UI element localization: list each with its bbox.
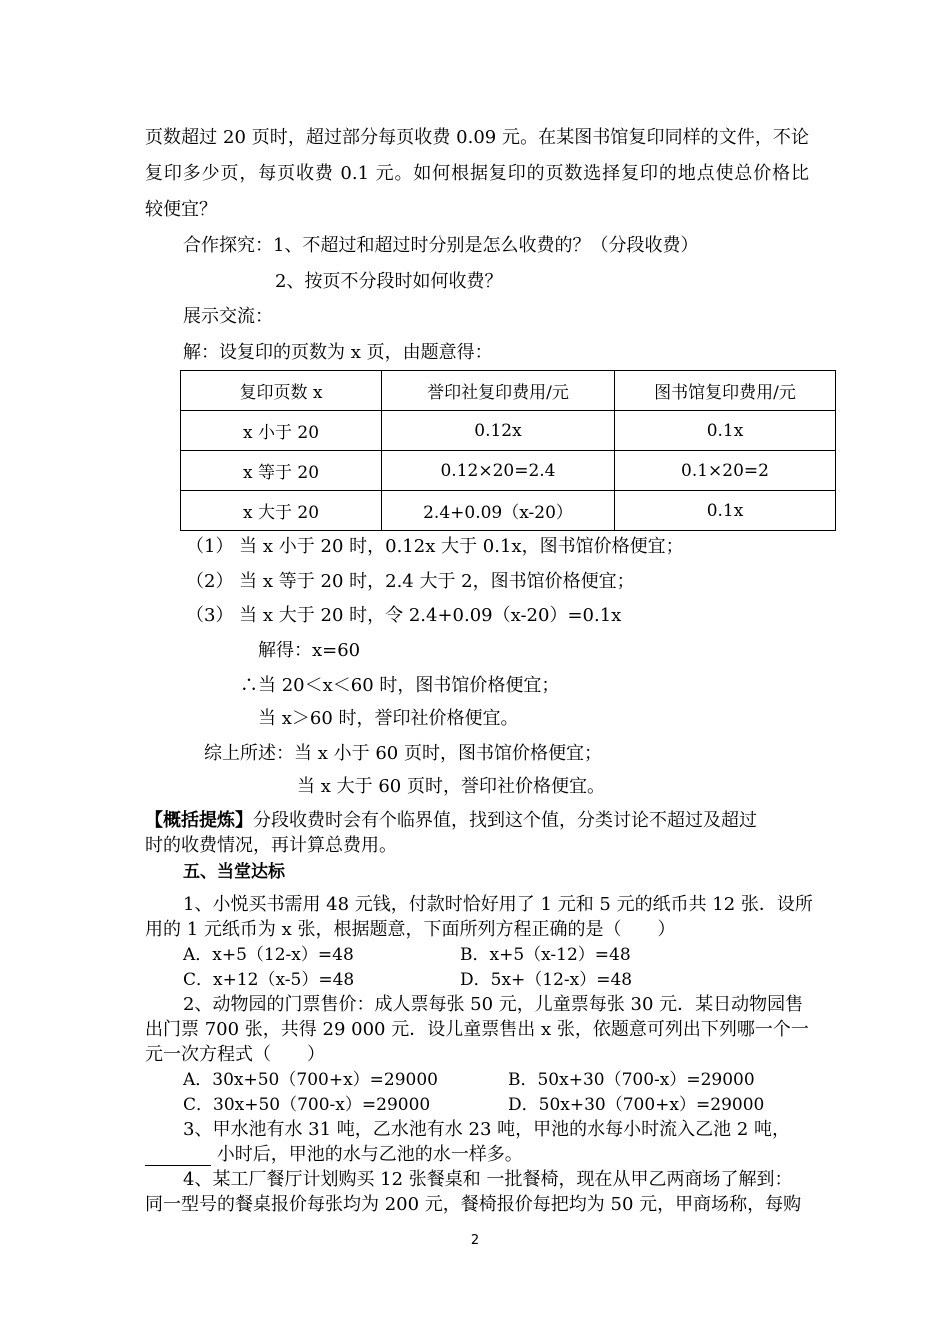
q4-line-1: 4、某工厂餐厅计划购买 12 张餐桌和 一批餐椅，现在从甲乙两商场了解到： [183, 1169, 793, 1190]
intro-line-1: 页数超过 20 页时，超过部分每页收费 0.09 元。在某图书馆复印同样的文件，不论 [145, 127, 809, 148]
q1-line-1: 1、小悦买书需用 48 元钱，付款时恰好用了 1 元和 5 元的纸币共 12 张．设所 [183, 894, 813, 915]
table-header-cell: 图书馆复印费用/元 [615, 371, 836, 411]
table-header-cell: 誉印社复印费用/元 [382, 371, 615, 411]
q1-option-b: B．x+5（x-12）=48 [460, 945, 631, 965]
therefore-line-2: 当 x＞60 时，誉印社价格便宜。 [258, 708, 519, 729]
table-cell: 0.1x [615, 491, 836, 531]
summary-line-1 [145, 810, 809, 832]
case-2: （2） 当 x 等于 20 时，2.4 大于 2，图书馆价格便宜； [186, 571, 635, 592]
q2-option-b: B．50x+30（700-x）=29000 [508, 1070, 755, 1090]
explore-question-1: 合作探究：1、不超过和超过时分别是怎么收费的？（分段收费） [183, 235, 699, 256]
conclusion-line-1: 综上所述：当 x 小于 60 页时，图书馆价格便宜； [204, 743, 602, 764]
intro-line-2: 复印多少页，每页收费 0.1 元。如何根据复印的页数选择复印的地点使总价格比 [145, 163, 809, 184]
table-cell: 0.12x [382, 411, 615, 451]
q2-option-a: A．30x+50（700+x）=29000 [183, 1070, 438, 1090]
fee-table [180, 370, 836, 531]
table-cell: 2.4+0.09（x-20） [382, 491, 615, 531]
q1-line-2: 用的 1 元纸币为 x 张，根据题意，下面所列方程正确的是（ ） [145, 919, 676, 940]
q2-option-c: C．30x+50（700-x）=29000 [183, 1095, 431, 1115]
intro-line-3: 较便宜？ [145, 199, 217, 220]
table-row [181, 491, 836, 531]
table-header-row [181, 371, 836, 411]
table-cell: x 等于 20 [181, 451, 382, 491]
conclusion-line-2: 当 x 大于 60 页时，誉印社价格便宜。 [297, 776, 605, 797]
answer-blank[interactable] [145, 1147, 211, 1166]
therefore-line-1: ∴当 20＜x＜60 时，图书馆价格便宜； [240, 675, 560, 696]
q3-line-2-wrap [145, 1144, 523, 1166]
table-row [181, 411, 836, 451]
q2-line-2: 出门票 700 张，共得 29 000 元．设儿童票售出 x 张，依题意可列出下列哪一个一 [145, 1019, 809, 1040]
summary-line-2: 时的收费情况，再计算总费用。 [145, 835, 397, 856]
table-cell: 0.12×20=2.4 [382, 451, 615, 491]
table-cell: x 大于 20 [181, 491, 382, 531]
case-3: （3） 当 x 大于 20 时，令 2.4+0.09（x-20）=0.1x [186, 605, 622, 626]
solve-result: 解得：x=60 [258, 640, 361, 661]
table-header-cell: 复印页数 x [181, 371, 382, 411]
solve-intro: 解：设复印的页数为 x 页，由题意得： [183, 342, 493, 363]
table-cell: 0.1x [615, 411, 836, 451]
page-number: 2 [470, 1233, 480, 1248]
summary-text-1: 分段收费时会有个临界值，找到这个值，分类讨论不超过及超过 [253, 810, 757, 831]
summary-tag: 【概括提炼】 [145, 810, 253, 831]
q2-option-d: D．50x+30（700+x）=29000 [508, 1095, 765, 1115]
table-cell: x 小于 20 [181, 411, 382, 451]
q1-option-a: A．x+5（12-x）=48 [183, 945, 354, 965]
q4-line-2: 同一型号的餐桌报价每张均为 200 元，餐椅报价每把均为 50 元，甲商场称，每购 [145, 1194, 802, 1215]
section-title: 五、当堂达标 [183, 862, 285, 882]
q2-line-1: 2、动物园的门票售价：成人票每张 50 元，儿童票每张 30 元．某日动物园售 [183, 994, 804, 1015]
q3-line-2: 小时后，甲池的水与乙池的水一样多。 [216, 1144, 523, 1165]
q1-option-d: D．5x+（12-x）=48 [460, 970, 633, 990]
show-heading: 展示交流： [183, 306, 273, 327]
table-row [181, 451, 836, 491]
case-1: （1） 当 x 小于 20 时，0.12x 大于 0.1x，图书馆价格便宜； [186, 536, 684, 557]
q1-option-c: C．x+12（x-5）=48 [183, 970, 355, 990]
table-cell: 0.1×20=2 [615, 451, 836, 491]
q3-line-1: 3、甲水池有水 31 吨，乙水池有水 23 吨，甲池的水每小时流入乙池 2 吨， [183, 1119, 791, 1140]
q2-line-3: 元一次方程式（ ） [145, 1044, 325, 1065]
explore-question-2: 2、按页不分段时如何收费？ [275, 271, 503, 292]
